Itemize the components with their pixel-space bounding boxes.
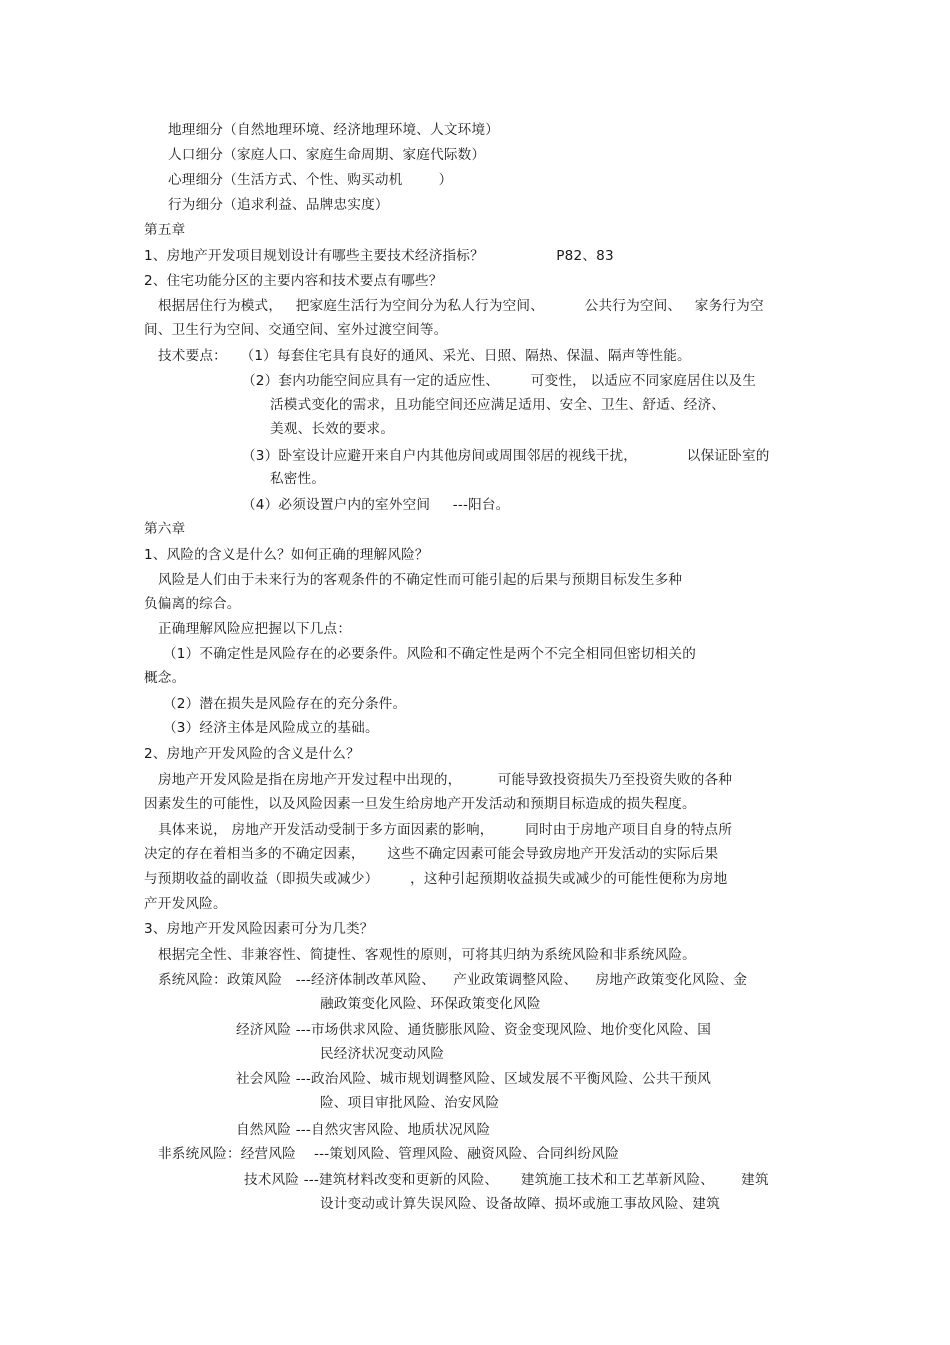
text-line: 私密性。: [270, 471, 326, 487]
text-line: 房地产开发风险是指在房地产开发过程中出现的， 可能导致投资损失乃至投资失败的各种: [158, 772, 733, 788]
text-line: （2）潜在损失是风险存在的充分条件。: [163, 696, 407, 712]
text-line: （2）套内功能空间应具有一定的适应性、 可变性， 以适应不同家庭居住以及生: [242, 373, 757, 389]
text-line: （3）卧室设计应避开来自户内其他房间或周围邻居的视线干扰， 以保证卧室的: [242, 448, 770, 464]
text-line: 系统风险：政策风险 ---经济体制改革风险、 产业政策调整风险、 房地产政策变化风险、金: [158, 972, 748, 988]
question-heading: 1、房地产开发项目规划设计有哪些主要技术经济指标？ P82、83: [144, 248, 614, 264]
text-line: 因素发生的可能性，以及风险因素一旦发生给房地产开发活动和预期目标造成的损失程度。: [144, 796, 696, 812]
question-heading: 3、房地产开发风险因素可分为几类？: [144, 921, 374, 937]
text-line: 风险是人们由于未来行为的客观条件的不确定性而可能引起的后果与预期目标发生多种: [158, 572, 683, 588]
text-line: 负偏离的综合。: [144, 596, 241, 612]
text-line: 非系统风险：经营风险 ---策划风险、管理风险、融资风险、合同纠纷风险: [158, 1146, 620, 1162]
text-line: 间、卫生行为空间、交通空间、室外过渡空间等。: [144, 322, 448, 338]
chapter-heading: 第五章: [144, 222, 186, 238]
text-line: 险、项目审批风险、治安风险: [320, 1095, 500, 1111]
text-line: （4）必须设置户内的室外空间 ---阳台。: [242, 497, 510, 513]
text-line: 技术风险 ---建筑材料改变和更新的风险、 建筑施工技术和工艺革新风险、 建筑: [244, 1172, 769, 1188]
text-line: 正确理解风险应把握以下几点：: [158, 621, 352, 637]
text-line: 自然风险 ---自然灾害风险、地质状况风险: [236, 1122, 491, 1138]
text-line: 经济风险 ---市场供求风险、通货膨胀风险、资金变现风险、地价变化风险、国: [236, 1022, 712, 1038]
text-line: 融政策变化风险、环保政策变化风险: [320, 996, 541, 1012]
text-line: 美观、长效的要求。: [270, 421, 395, 437]
text-line: （1）不确定性是风险存在的必要条件。风险和不确定性是两个不完全相同但密切相关的: [163, 646, 697, 662]
text-line: 决定的存在着相当多的不确定因素， 这些不确定因素可能会导致房地产开发活动的实际后果: [144, 846, 719, 862]
text-line: 地理细分（自然地理环境、经济地理环境、人文环境）: [168, 122, 500, 138]
text-line: 行为细分（追求利益、品牌忠实度）: [168, 197, 389, 213]
text-line: 产开发风险。: [144, 896, 227, 912]
question-heading: 2、房地产开发风险的含义是什么？: [144, 746, 360, 762]
text-line: 活模式变化的需求，且功能空间还应满足适用、安全、卫生、舒适、经济、: [270, 397, 726, 413]
text-line: 社会风险 ---政治风险、城市规划调整风险、区域发展不平衡风险、公共干预风: [236, 1071, 712, 1087]
question-heading: 2、住宅功能分区的主要内容和技术要点有哪些？: [144, 273, 443, 289]
text-line: 根据居住行为模式， 把家庭生活行为空间分为私人行为空间、 公共行为空间、 家务行为空: [158, 298, 764, 314]
text-line: 根据完全性、非兼容性、简捷性、客观性的原则，可将其归纳为系统风险和非系统风险。: [158, 947, 696, 963]
chapter-heading: 第六章: [144, 521, 186, 537]
text-line: 技术要点： （1）每套住宅具有良好的通风、采光、日照、隔热、保温、隔声等性能。: [158, 348, 691, 364]
text-line: 人口细分（家庭人口、家庭生命周期、家庭代际数）: [168, 147, 486, 163]
text-line: 具体来说， 房地产开发活动受制于多方面因素的影响， 同时由于房地产项目自身的特点所: [158, 822, 733, 838]
question-heading: 1、风险的含义是什么？如何正确的理解风险？: [144, 547, 429, 563]
text-line: 与预期收益的副收益（即损失或减少） ，这种引起预期收益损失或减少的可能性便称为房地: [144, 871, 728, 887]
text-line: 民经济状况变动风险: [320, 1046, 445, 1062]
text-line: 心理细分（生活方式、个性、购买动机 ）: [168, 172, 453, 188]
text-line: 概念。: [144, 670, 186, 686]
text-line: （3）经济主体是风险成立的基础。: [163, 720, 379, 736]
text-line: 设计变动或计算失误风险、设备故障、损坏或施工事故风险、建筑: [320, 1196, 721, 1212]
